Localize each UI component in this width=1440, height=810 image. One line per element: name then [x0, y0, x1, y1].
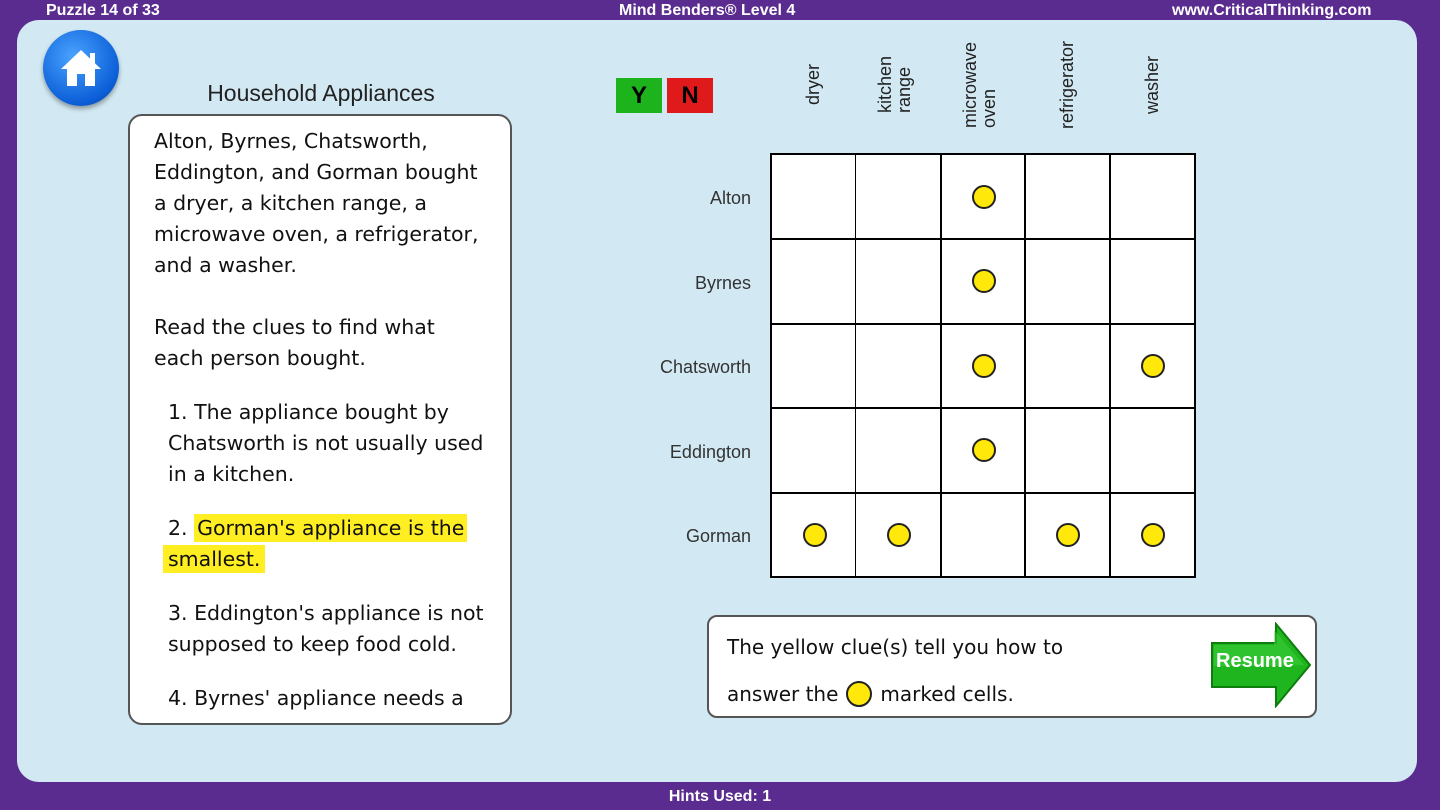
grid-cell[interactable]: [941, 155, 1026, 240]
hint-line-2: [727, 681, 1014, 707]
grid-cell[interactable]: [1110, 408, 1195, 493]
no-button[interactable]: N: [667, 78, 713, 113]
intro-line: Alton, Byrnes, Chatsworth,: [154, 129, 428, 153]
grid-divider: [772, 407, 1194, 409]
grid-cell[interactable]: [1110, 239, 1195, 324]
marker-dot-icon: [972, 354, 996, 378]
marker-dot-icon: [972, 438, 996, 462]
clue-1-line: Chatsworth is not usually used: [168, 431, 484, 455]
grid-cell[interactable]: [941, 408, 1026, 493]
clue-2-line: [163, 544, 265, 575]
grid-divider: [940, 155, 942, 576]
grid-cell[interactable]: [772, 493, 857, 578]
grid-cell[interactable]: [1025, 408, 1110, 493]
grid-cell[interactable]: [1025, 493, 1110, 578]
intro-line: Eddington, and Gorman bought: [154, 160, 478, 184]
marker-dot-icon: [803, 523, 827, 547]
marker-dot-icon: [1056, 523, 1080, 547]
column-header-microwave-oven: microwave oven: [960, 41, 999, 129]
hint-line-1: The yellow clue(s) tell you how to: [727, 635, 1064, 659]
hints-used: Hints Used: 1: [668, 788, 772, 805]
marker-dot-icon: [1141, 354, 1165, 378]
grid-divider: [1109, 155, 1111, 576]
column-header-refrigerator: refrigerator: [1057, 40, 1077, 130]
grid-divider: [1024, 155, 1026, 576]
puzzle-counter: Puzzle 14 of 33: [46, 2, 160, 19]
marker-dot-icon: [1141, 523, 1165, 547]
row-header-chatsworth: Chatsworth: [659, 357, 751, 377]
row-header-alton: Alton: [709, 188, 751, 208]
grid-cell[interactable]: [772, 408, 857, 493]
resume-button[interactable]: [1210, 622, 1312, 708]
grid-cell[interactable]: [1025, 324, 1110, 409]
marker-dot-icon: [887, 523, 911, 547]
website-link[interactable]: www.CriticalThinking.com: [1172, 2, 1372, 19]
marker-dot-icon: [846, 681, 872, 707]
grid-cell[interactable]: [772, 239, 857, 324]
clue-3-line: 3. Eddington's appliance is not: [168, 601, 484, 625]
clue-4-line: 4. Byrnes' appliance needs a: [168, 686, 464, 710]
grid-cell[interactable]: [1110, 324, 1195, 409]
grid-cell[interactable]: [1110, 155, 1195, 240]
intro-line: and a washer.: [154, 253, 297, 277]
hint-text-before: answer the: [727, 682, 839, 706]
logic-grid: [770, 153, 1196, 578]
column-header-dryer: dryer: [803, 64, 823, 106]
top-bar: [0, 0, 1440, 22]
puzzle-title: Household Appliances: [207, 80, 435, 106]
row-header-eddington: Eddington: [669, 442, 751, 462]
yes-button[interactable]: Y: [616, 78, 662, 113]
row-header-gorman: Gorman: [685, 526, 751, 546]
clue-2-line: [168, 513, 467, 544]
clue-panel[interactable]: [128, 114, 512, 725]
grid-cell[interactable]: [941, 493, 1026, 578]
grid-cell[interactable]: [941, 239, 1026, 324]
clue-3-line: supposed to keep food cold.: [168, 632, 457, 656]
grid-cell[interactable]: [856, 408, 941, 493]
grid-cell[interactable]: [1025, 155, 1110, 240]
hint-text-after: marked cells.: [880, 682, 1014, 706]
grid-cell[interactable]: [856, 493, 941, 578]
grid-cell[interactable]: [772, 324, 857, 409]
clue-2-number: 2.: [168, 516, 195, 540]
instructions-line: Read the clues to find what: [154, 315, 435, 339]
column-header-washer: washer: [1142, 55, 1162, 115]
home-button[interactable]: [43, 30, 119, 106]
grid-divider: [855, 155, 856, 576]
clue-2-highlight: smallest.: [163, 545, 265, 573]
grid-cell[interactable]: [856, 324, 941, 409]
home-icon: [59, 47, 103, 89]
intro-line: a dryer, a kitchen range, a: [154, 191, 427, 215]
row-header-byrnes: Byrnes: [694, 273, 751, 293]
clue-1-line: in a kitchen.: [168, 462, 295, 486]
grid-cell[interactable]: [772, 155, 857, 240]
grid-cell[interactable]: [856, 239, 941, 324]
grid-divider: [772, 492, 1194, 494]
grid-divider: [772, 323, 1194, 325]
resume-label: Resume: [1216, 650, 1294, 672]
grid-divider: [772, 238, 1194, 240]
grid-cell[interactable]: [941, 324, 1026, 409]
column-header-kitchen-range: kitchen range: [875, 56, 914, 114]
clue-1-line: 1. The appliance bought by: [168, 400, 449, 424]
marker-dot-icon: [972, 185, 996, 209]
grid-cell[interactable]: [1025, 239, 1110, 324]
grid-cell[interactable]: [1110, 493, 1195, 578]
intro-line: microwave oven, a refrigerator,: [154, 222, 479, 246]
grid-cell[interactable]: [856, 155, 941, 240]
marker-dot-icon: [972, 269, 996, 293]
game-title: Mind Benders® Level 4: [619, 2, 796, 19]
instructions-line: each person bought.: [154, 346, 366, 370]
clue-2-highlight: Gorman's appliance is the: [194, 514, 467, 542]
